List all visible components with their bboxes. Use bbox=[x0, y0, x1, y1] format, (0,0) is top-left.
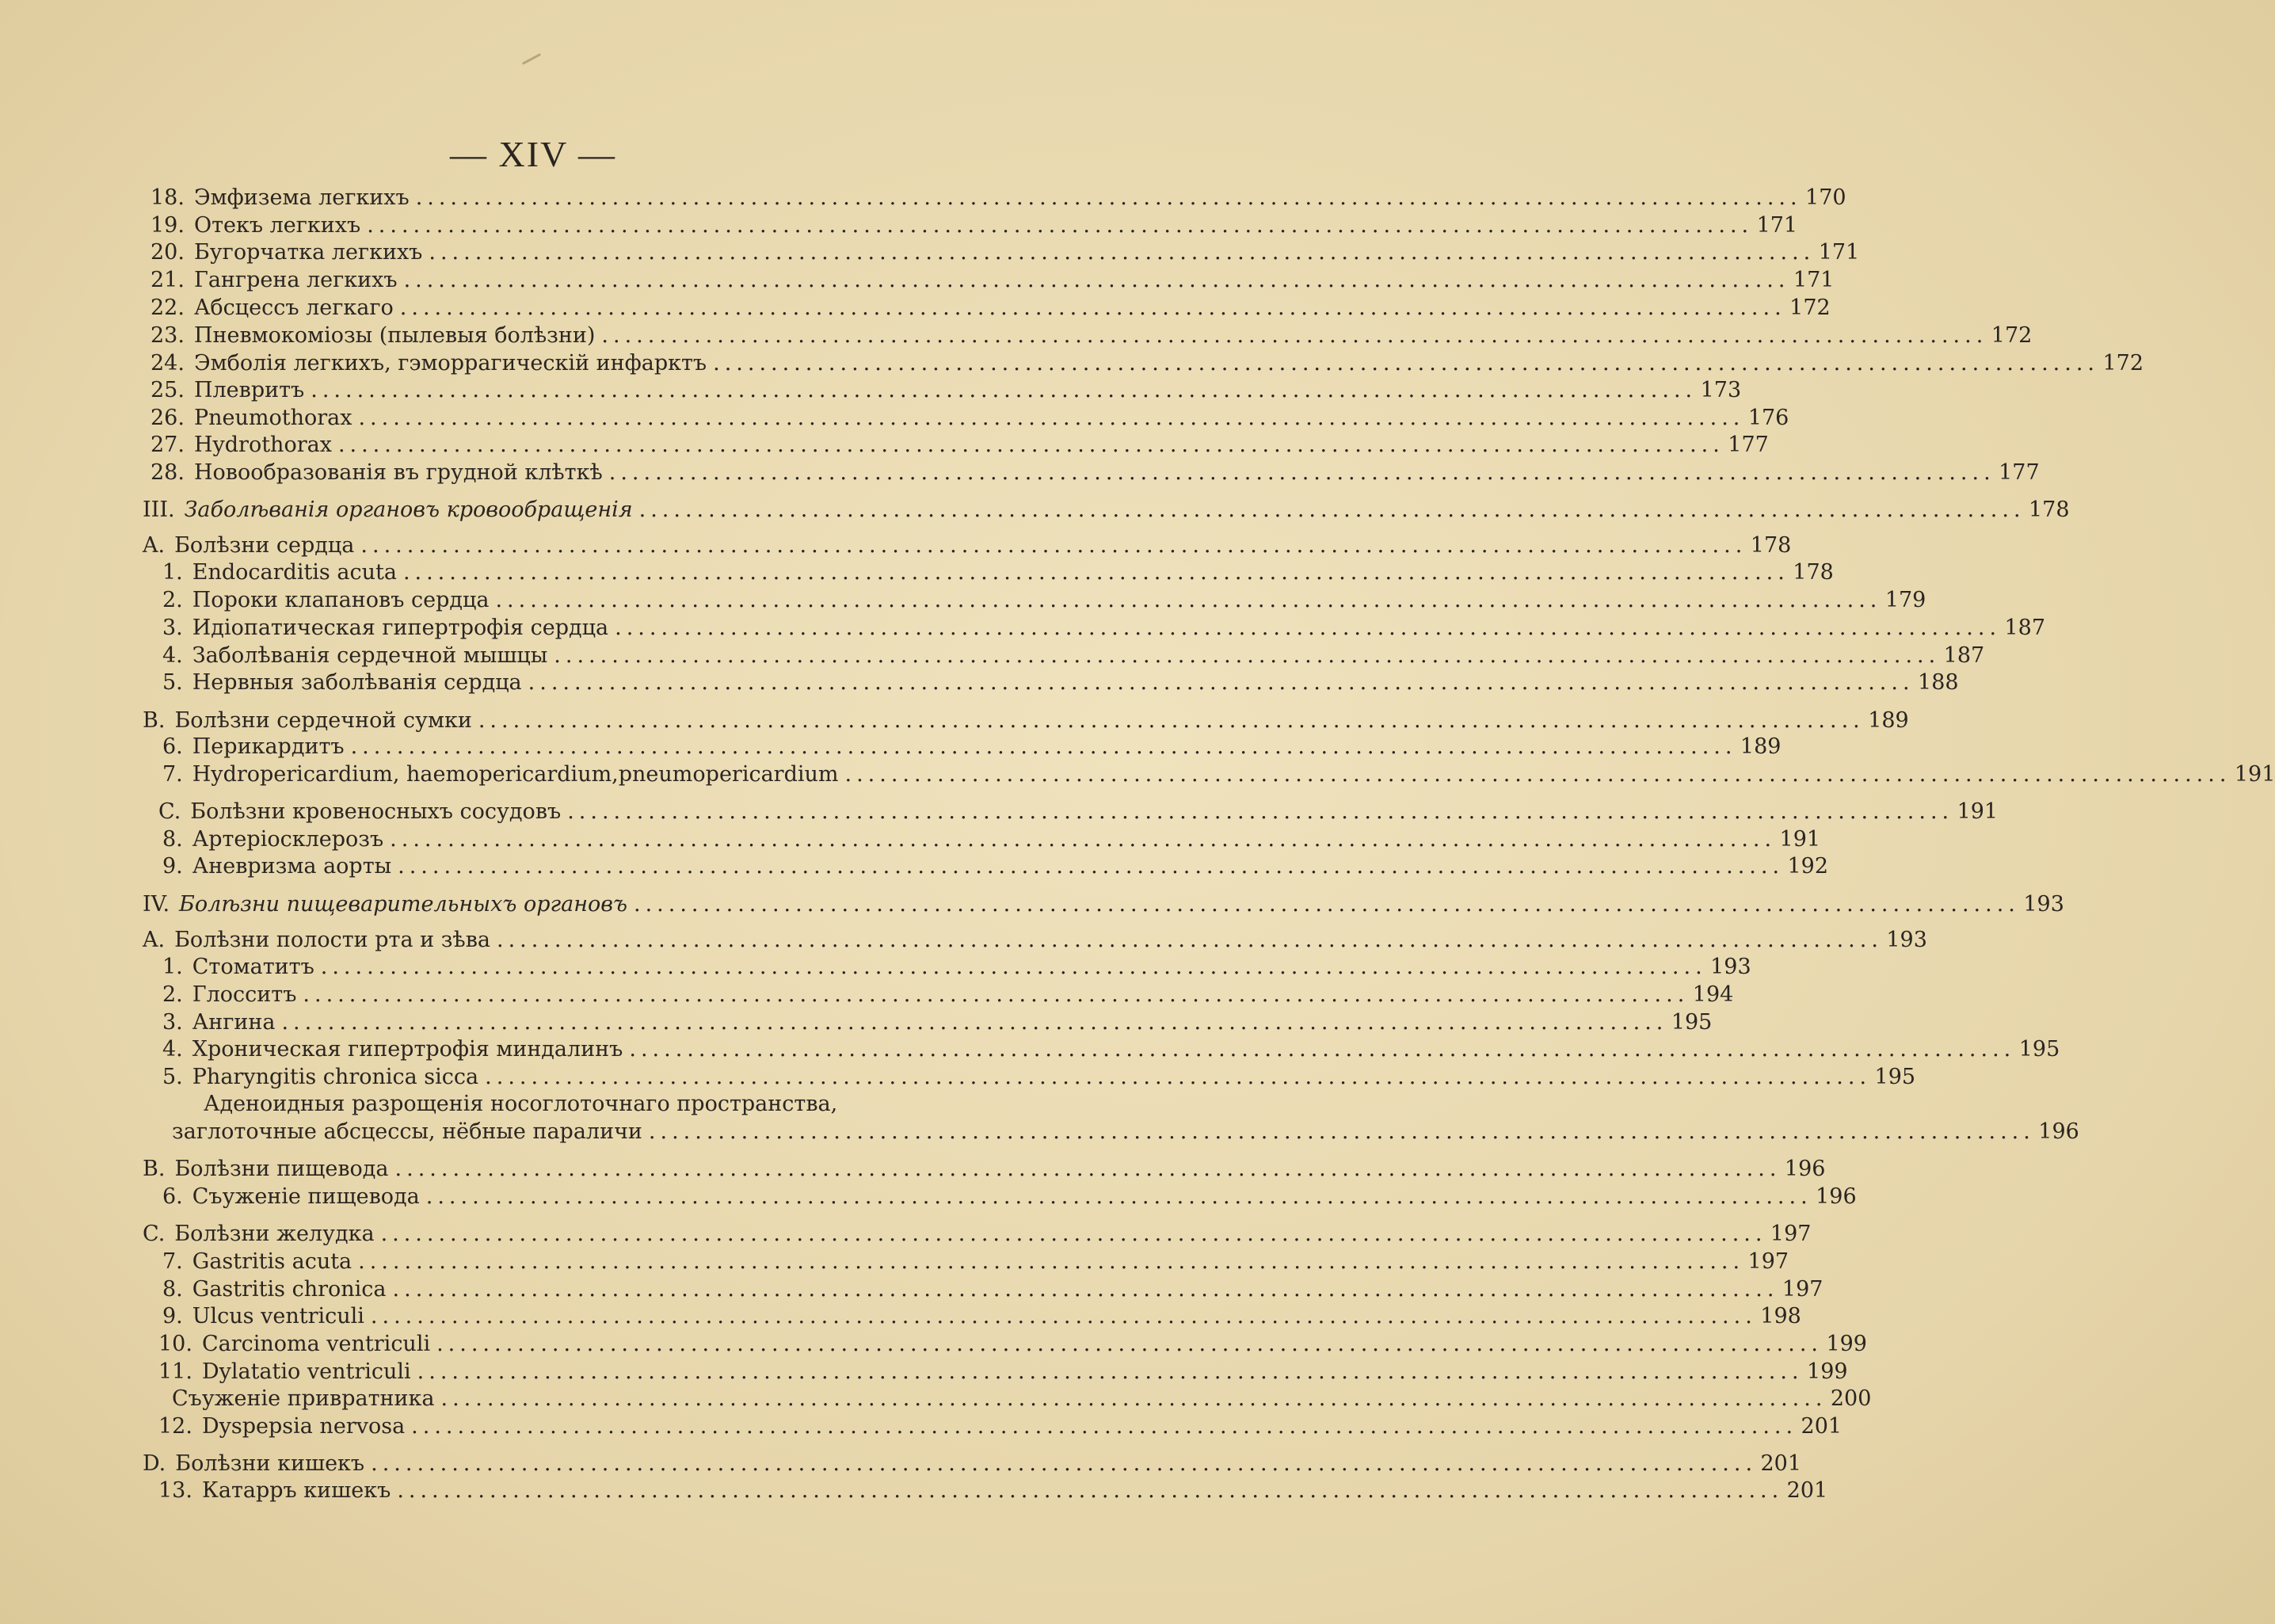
leader-dots: ........................................................................................................................ bbox=[417, 1359, 1804, 1384]
toc-entry-page: 201 bbox=[1760, 1451, 1802, 1476]
toc-entry bbox=[143, 1222, 1812, 1246]
toc-entry bbox=[162, 643, 1985, 668]
toc-entry-title: Болѣзни сердца bbox=[174, 533, 355, 558]
toc-entry bbox=[162, 1010, 1713, 1035]
leader-dots: ........................................................................................................................ bbox=[411, 1414, 1798, 1439]
leader-dots: ........................................................................................................................ bbox=[648, 1119, 2035, 1144]
toc-entry-page: 178 bbox=[2028, 497, 2070, 522]
toc-entry-page: 201 bbox=[1801, 1414, 1842, 1439]
toc-entry-page: 197 bbox=[1747, 1249, 1789, 1274]
toc-entry-page: 171 bbox=[1793, 268, 1835, 292]
toc-entry-number: 11. bbox=[158, 1359, 192, 1384]
toc-entry-number: 3. bbox=[162, 616, 183, 640]
toc-entry bbox=[162, 560, 1834, 585]
leader-dots: ........................................................................................................................ bbox=[358, 406, 1745, 430]
toc-entry-title: Перикардитъ bbox=[192, 734, 345, 759]
toc-entry-title: Заболѣванія органовъ кровообращенія bbox=[184, 497, 633, 522]
toc-entry bbox=[143, 533, 1792, 558]
toc-entry-title: Бугорчатка легкихъ bbox=[193, 240, 423, 265]
toc-entry-number: A. bbox=[143, 928, 166, 952]
toc-entry-page: 196 bbox=[2038, 1119, 2079, 1144]
toc-entry bbox=[162, 734, 1782, 759]
leader-dots: ........................................................................................................................ bbox=[629, 1037, 2016, 1062]
toc-entry-title: Hydrothorax bbox=[193, 433, 332, 457]
toc-entry-page: 189 bbox=[1868, 708, 1909, 733]
toc-entry-number: 2. bbox=[162, 588, 183, 612]
toc-entry-number: 20. bbox=[151, 240, 185, 265]
toc-entry bbox=[162, 827, 1821, 852]
toc-entry bbox=[143, 1157, 1826, 1181]
toc-entry-title: Pharyngitis chronica sicca bbox=[192, 1065, 479, 1089]
toc-entry-number: 1. bbox=[162, 560, 183, 585]
toc-entry-number: 28. bbox=[151, 460, 185, 485]
toc-entry-number: 10. bbox=[158, 1332, 192, 1356]
toc-entry bbox=[151, 460, 2040, 485]
toc-entry-title: Ангина bbox=[192, 1010, 276, 1035]
toc-entry-number: 5. bbox=[162, 670, 183, 695]
toc-entry-number: 13. bbox=[158, 1478, 192, 1503]
toc-entry-title: Заболѣванія сердечной мышцы bbox=[192, 643, 548, 668]
leader-dots: ........................................................................................................................ bbox=[528, 670, 1915, 695]
toc-entry-number: 5. bbox=[162, 1065, 183, 1089]
leader-dots: ........................................................................................................................ bbox=[392, 1277, 1779, 1302]
leader-dots: ........................................................................................................................ bbox=[638, 497, 2025, 522]
toc-entry bbox=[158, 1414, 1842, 1439]
leader-dots: ........................................................................................................................ bbox=[497, 928, 1883, 952]
toc-entry-title: Пороки клапановъ сердца bbox=[192, 588, 490, 612]
leader-dots: ........................................................................................................................ bbox=[495, 588, 1882, 612]
toc-entry-title: Pneumothorax bbox=[193, 406, 352, 430]
toc-entry-number: 9. bbox=[162, 854, 183, 879]
toc-entry bbox=[162, 762, 2275, 787]
toc-entry-number: III. bbox=[143, 497, 175, 522]
toc-entry-title: Dylatatio ventriculi bbox=[201, 1359, 411, 1384]
page-title: — XIV — bbox=[450, 134, 616, 174]
toc-entry-title: Катарръ кишекъ bbox=[201, 1478, 391, 1503]
leader-dots: ........................................................................................................................ bbox=[567, 799, 1954, 824]
toc-entry-title: Хроническая гипертрофія миндалинъ bbox=[192, 1037, 623, 1062]
toc-entry-page: 195 bbox=[1874, 1065, 1916, 1089]
toc-entry bbox=[151, 433, 1769, 457]
leader-dots: ........................................................................................................................ bbox=[601, 323, 1988, 348]
toc-entry-number: D. bbox=[143, 1451, 166, 1476]
leader-dots: ........................................................................................................................ bbox=[337, 433, 1724, 457]
toc-entry-page: 187 bbox=[1943, 643, 1985, 668]
toc-entry bbox=[162, 1277, 1823, 1302]
toc-entry bbox=[162, 1304, 1801, 1329]
toc-entry-number: 1. bbox=[162, 955, 183, 979]
toc-entry bbox=[151, 268, 1835, 292]
toc-entry bbox=[143, 928, 1927, 952]
toc-entry-page: 172 bbox=[2102, 351, 2144, 376]
toc-entry-page: 172 bbox=[1991, 323, 2033, 348]
toc-entry-number: 3. bbox=[162, 1010, 183, 1035]
leader-dots: ........................................................................................................................ bbox=[713, 351, 2100, 376]
toc-entry-number: 12. bbox=[158, 1414, 192, 1439]
toc-entry-page: 198 bbox=[1760, 1304, 1801, 1329]
toc-entry-number: 6. bbox=[162, 1184, 183, 1209]
toc-entry bbox=[143, 497, 2070, 522]
toc-entry-page: 191 bbox=[1779, 827, 1821, 852]
leader-dots: ........................................................................................................................ bbox=[390, 827, 1777, 852]
leader-dots: ........................................................................................................................ bbox=[367, 213, 1754, 238]
toc-entry-number: 8. bbox=[162, 1277, 183, 1302]
toc-entry bbox=[151, 295, 1831, 320]
toc-entry-page: 201 bbox=[1786, 1478, 1828, 1503]
toc-entry-number: 24. bbox=[151, 351, 185, 376]
toc-entry bbox=[151, 351, 2144, 376]
toc-entry-title: Отекъ легкихъ bbox=[193, 213, 361, 238]
toc-entry-page: 189 bbox=[1740, 734, 1782, 759]
toc-entry-number: B. bbox=[143, 1157, 166, 1181]
toc-entry-page: 179 bbox=[1884, 588, 1926, 612]
toc-entry-page: 187 bbox=[2004, 616, 2046, 640]
toc-entry bbox=[162, 1184, 1857, 1209]
toc-entry bbox=[158, 1332, 1867, 1356]
toc-entry-number: IV. bbox=[143, 892, 170, 917]
toc-entry-page: 170 bbox=[1805, 185, 1846, 210]
toc-entry-page: 176 bbox=[1747, 406, 1789, 430]
toc-entry-number: 8. bbox=[162, 827, 183, 852]
toc-entry-title: Эмболія легкихъ, гэморрагическій инфарктъ bbox=[193, 351, 707, 376]
toc-entry bbox=[151, 378, 1742, 402]
toc-entry-title: Болѣзни сердечной сумки bbox=[174, 708, 472, 733]
toc-entry-title: Ulcus ventriculi bbox=[192, 1304, 364, 1329]
toc-entry-number: 7. bbox=[162, 1249, 183, 1274]
toc-entry-number: 21. bbox=[151, 268, 185, 292]
toc-entry-page: 193 bbox=[2023, 892, 2064, 917]
toc-entry-page: 192 bbox=[1787, 854, 1829, 879]
toc-entry bbox=[162, 1037, 2060, 1062]
leader-dots: ........................................................................................................................ bbox=[311, 378, 1698, 402]
toc-entry bbox=[158, 1359, 1848, 1384]
leader-dots: ........................................................................................................................ bbox=[398, 854, 1785, 879]
toc-entry-title: Съуженіе пищевода bbox=[192, 1184, 420, 1209]
toc-entry bbox=[162, 616, 2046, 640]
toc-entry-page: 196 bbox=[1784, 1157, 1826, 1181]
toc-entry bbox=[162, 1386, 1872, 1411]
toc-entry-title: Болѣзни пищевода bbox=[174, 1157, 389, 1181]
toc-entry bbox=[151, 213, 1798, 238]
toc-entry bbox=[151, 185, 1846, 210]
toc-entry-title: Эмфизема легкихъ bbox=[193, 185, 410, 210]
toc-entry-number: 19. bbox=[151, 213, 185, 238]
toc-entry-title: Аневризма аорты bbox=[192, 854, 392, 879]
toc-entry-title: Абсцессъ легкаго bbox=[193, 295, 394, 320]
toc-entry-number: 6. bbox=[162, 734, 183, 759]
toc-entry-title: Артеріосклерозъ bbox=[192, 827, 384, 852]
leader-dots: ........................................................................................................................ bbox=[370, 1304, 1757, 1329]
toc-entry-title: Новообразованія въ грудной клѣткѣ bbox=[193, 460, 603, 485]
toc-entry-page: 195 bbox=[2018, 1037, 2060, 1062]
toc-entry-title: Стоматитъ bbox=[192, 955, 314, 979]
leader-dots: ........................................................................................................................ bbox=[358, 1249, 1745, 1274]
toc-entry-number: 9. bbox=[162, 1304, 183, 1329]
toc-entry-page: 177 bbox=[1728, 433, 1769, 457]
leader-dots: ........................................................................................................................ bbox=[615, 616, 2002, 640]
toc-entry-number: 4. bbox=[162, 1037, 183, 1062]
toc-entry-title: Hydropericardium, haemopericardium,pneumopericardium bbox=[192, 762, 839, 787]
toc-entry-page: 195 bbox=[1671, 1010, 1713, 1035]
toc-entry-page: 196 bbox=[1816, 1184, 1857, 1209]
leader-dots: ........................................................................................................................ bbox=[303, 982, 1690, 1007]
toc-entry bbox=[162, 588, 1926, 612]
leader-dots: ........................................................................................................................ bbox=[380, 1222, 1767, 1246]
toc-entry-number: 22. bbox=[151, 295, 185, 320]
toc-entry-title: Плевритъ bbox=[193, 378, 305, 402]
toc-entry-number: 23. bbox=[151, 323, 185, 348]
toc-entry bbox=[162, 670, 1959, 695]
toc-entry-page: 193 bbox=[1710, 955, 1751, 979]
toc-entry-page: 173 bbox=[1700, 378, 1742, 402]
toc-entry-title: Gastritis acuta bbox=[192, 1249, 352, 1274]
leader-dots: ........................................................................................................................ bbox=[394, 1157, 1782, 1181]
toc-entry-page: 197 bbox=[1782, 1277, 1823, 1302]
leader-dots: ........................................................................................................................ bbox=[403, 268, 1790, 292]
leader-dots: ........................................................................................................................ bbox=[415, 185, 1802, 210]
toc-entry-page: 178 bbox=[1750, 533, 1792, 558]
toc-entry-page: 199 bbox=[1807, 1359, 1848, 1384]
toc-entry bbox=[162, 982, 1734, 1007]
toc-entry-page: 171 bbox=[1756, 213, 1798, 238]
toc-entry-number: C. bbox=[158, 799, 181, 824]
toc-entry bbox=[162, 854, 1829, 879]
toc-entry bbox=[151, 406, 1789, 430]
toc-entry-page: 197 bbox=[1770, 1222, 1812, 1246]
toc-entry-page: 194 bbox=[1692, 982, 1734, 1007]
leader-dots: ........................................................................................................................ bbox=[633, 892, 2020, 917]
toc-entry bbox=[143, 1451, 1802, 1476]
toc-entry-page: 200 bbox=[1830, 1386, 1872, 1411]
toc-entry-title: Болѣзни полости рта и зѣва bbox=[174, 928, 491, 952]
leader-dots: ........................................................................................................................ bbox=[397, 1478, 1784, 1503]
toc-entry-number: 2. bbox=[162, 982, 183, 1007]
toc-entry bbox=[158, 1478, 1828, 1503]
toc-entry-title: Болѣзни желудка bbox=[174, 1222, 375, 1246]
toc-entry-page: 191 bbox=[1957, 799, 1999, 824]
toc-entry-title: Gastritis chronica bbox=[192, 1277, 387, 1302]
toc-entry-number: B. bbox=[143, 708, 166, 733]
toc-entry-page: 191 bbox=[2234, 762, 2275, 787]
toc-entry-title: заглоточные абсцессы, нёбные параличи bbox=[172, 1119, 642, 1144]
toc-entry-page: 178 bbox=[1793, 560, 1834, 585]
toc-entry-title: Аденоидныя разрощенія носоглоточнаго пространства, bbox=[204, 1092, 838, 1116]
toc-entry bbox=[158, 799, 1999, 824]
leader-dots: ........................................................................................................................ bbox=[281, 1010, 1668, 1035]
toc-entry-title: Глосситъ bbox=[192, 982, 297, 1007]
toc-entry bbox=[143, 892, 2064, 917]
toc-entry-number: C. bbox=[143, 1222, 166, 1246]
leader-dots: ........................................................................................................................ bbox=[554, 643, 1941, 668]
toc-entry-title: Нервныя заболѣванія сердца bbox=[192, 670, 522, 695]
toc-entry-title: Carcinoma ventriculi bbox=[201, 1332, 431, 1356]
leader-dots: ........................................................................................................................ bbox=[429, 240, 1816, 265]
leader-dots: ........................................................................................................................ bbox=[425, 1184, 1812, 1209]
leader-dots: ........................................................................................................................ bbox=[399, 295, 1786, 320]
toc-entry-page: 188 bbox=[1918, 670, 1959, 695]
toc-entry-page: 177 bbox=[1999, 460, 2040, 485]
toc-entry-number: 18. bbox=[151, 185, 185, 210]
leader-dots: ........................................................................................................................ bbox=[436, 1332, 1823, 1356]
toc-entry-title: Гангрена легкихъ bbox=[193, 268, 398, 292]
toc-entry-number: 25. bbox=[151, 378, 185, 402]
toc-entry-title: Endocarditis acuta bbox=[192, 560, 397, 585]
toc-entry-page: 172 bbox=[1789, 295, 1831, 320]
leader-dots: ........................................................................................................................ bbox=[320, 955, 1707, 979]
toc-entry bbox=[162, 955, 1751, 979]
toc-entry bbox=[162, 1119, 2079, 1144]
toc-entry bbox=[162, 1065, 1916, 1089]
toc-entry-title: Идіопатическая гипертрофія сердца bbox=[192, 616, 609, 640]
leader-dots: ........................................................................................................................ bbox=[485, 1065, 1872, 1089]
leader-dots: ........................................................................................................................ bbox=[371, 1451, 1758, 1476]
toc-entry bbox=[151, 240, 1860, 265]
toc-entry-title: Болѣзни пищеварительныхъ органовъ bbox=[179, 892, 627, 917]
leader-dots: ........................................................................................................................ bbox=[402, 560, 1789, 585]
toc-entry-page: 193 bbox=[1886, 928, 1927, 952]
leader-dots: ........................................................................................................................ bbox=[350, 734, 1737, 759]
toc-entry-page: 171 bbox=[1818, 240, 1860, 265]
toc-entry-title: Съуженіе привратника bbox=[172, 1386, 435, 1411]
toc-entry-page: 199 bbox=[1826, 1332, 1867, 1356]
leader-dots: ........................................................................................................................ bbox=[440, 1386, 1827, 1411]
toc-entry-title: Dyspepsia nervosa bbox=[201, 1414, 406, 1439]
toc-entry-number: A. bbox=[143, 533, 166, 558]
toc-entry-title: Болѣзни кишекъ bbox=[175, 1451, 365, 1476]
leader-dots: ........................................................................................................................ bbox=[478, 708, 1865, 733]
leader-dots: ........................................................................................................................ bbox=[360, 533, 1747, 558]
toc-entry-number: 26. bbox=[151, 406, 185, 430]
toc-entry bbox=[162, 1092, 960, 1116]
toc-entry bbox=[151, 323, 2033, 348]
pencil-mark bbox=[522, 53, 541, 65]
toc-entry-number: 27. bbox=[151, 433, 185, 457]
leader-dots: ........................................................................................................................ bbox=[608, 460, 1995, 485]
toc-entry bbox=[143, 708, 1909, 733]
toc-entry-number: 7. bbox=[162, 762, 183, 787]
toc-entry-title: Пневмокоміозы (пылевыя болѣзни) bbox=[193, 323, 596, 348]
toc-entry bbox=[162, 1249, 1789, 1274]
toc-entry-title: Болѣзни кровеносныхъ сосудовъ bbox=[190, 799, 562, 824]
leader-dots: ........................................................................................................................ bbox=[844, 762, 2231, 787]
toc-entry-number: 4. bbox=[162, 643, 183, 668]
